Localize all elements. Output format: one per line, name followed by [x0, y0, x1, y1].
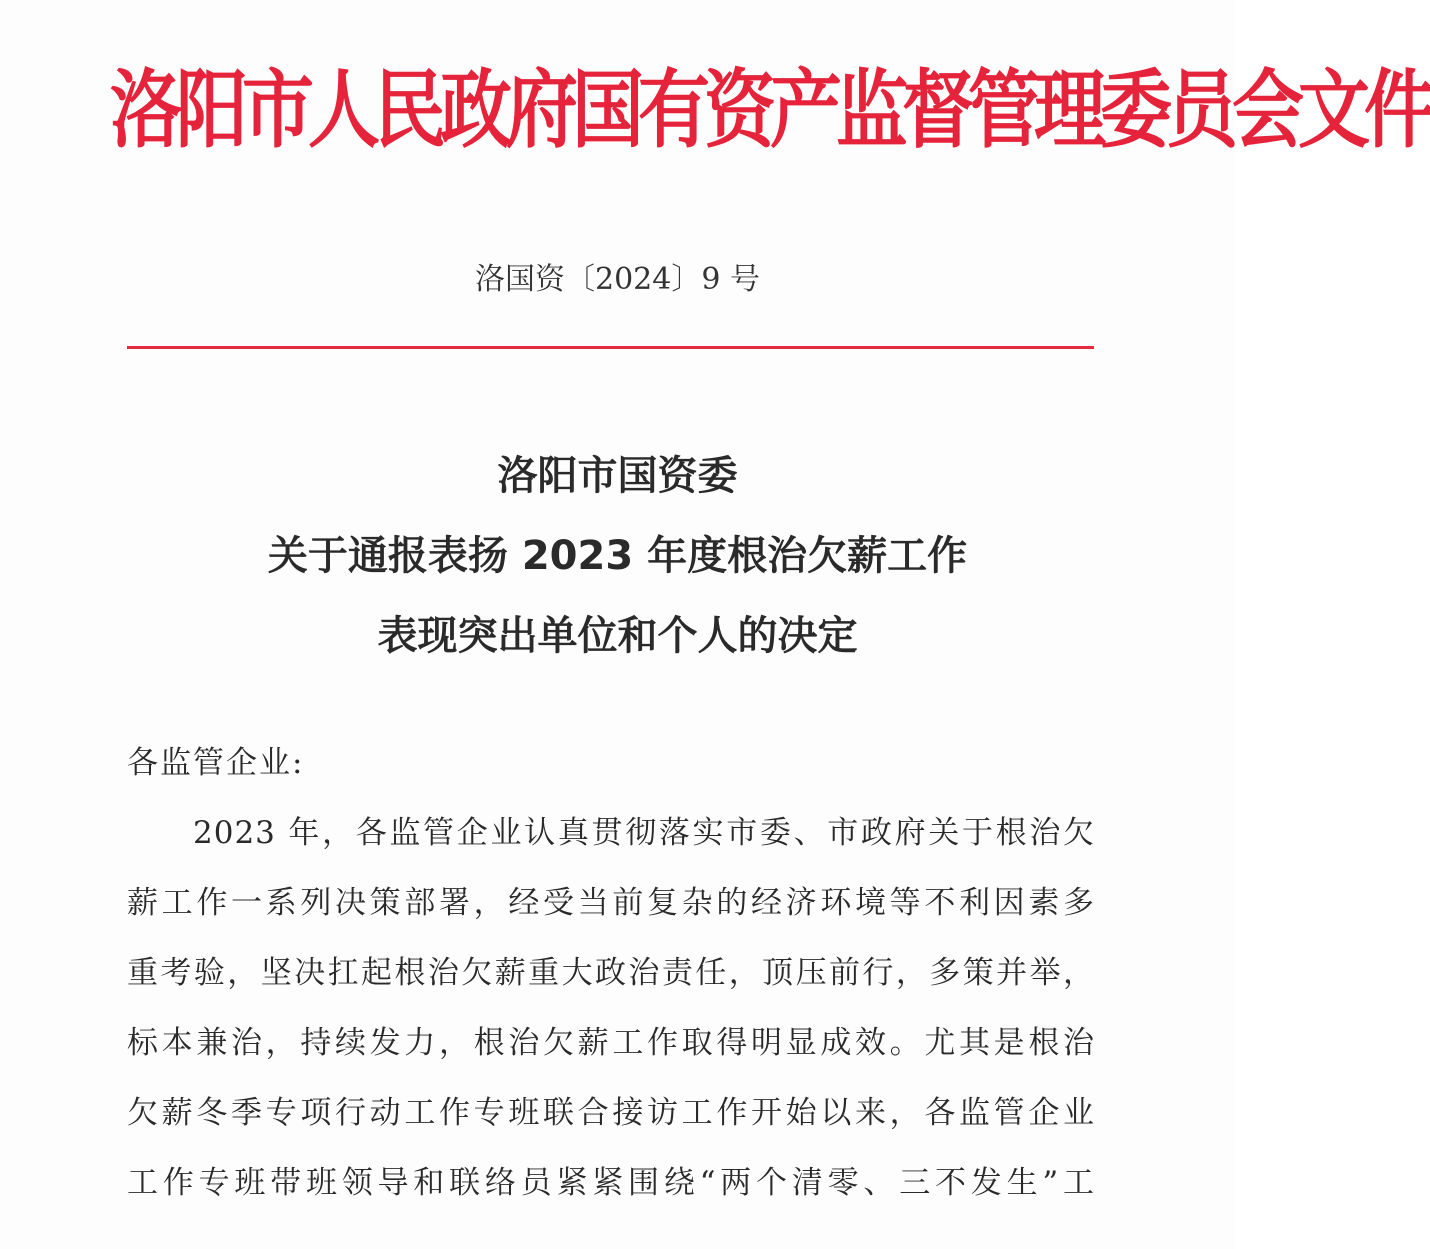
paragraph-line: 标本兼治，持续发力，根治欠薪工作取得明显成效。尤其是根治 [127, 1025, 1095, 1061]
red-divider-line [127, 346, 1094, 349]
document-body [127, 728, 1095, 1218]
paragraph-line: 薪工作一系列决策部署，经受当前复杂的经济环境等不利因素多 [127, 885, 1095, 921]
document-title [0, 436, 1235, 676]
title-line-1: 洛阳市国资委 [497, 453, 738, 499]
document-number: 洛国资〔2024〕9 号 [475, 262, 760, 297]
paragraph-line: 重考验，坚决扛起根治欠薪重大政治责任，顶压前行，多策并举， [127, 955, 1095, 991]
title-line-3: 表现突出单位和个人的决定 [377, 613, 858, 659]
paragraph-line: 工作专班带班领导和联络员紧紧围绕“两个清零、三不发生”工 [127, 1165, 1095, 1201]
paragraph-line: 欠薪冬季专项行动工作专班联合接访工作开始以来，各监管企业 [127, 1095, 1095, 1131]
body-paragraph [127, 798, 1095, 1218]
document-masthead: 洛阳市人民政府国有资产监督管理委员会文件 [110, 60, 1430, 160]
title-line-2: 关于通报表扬 2023 年度根治欠薪工作 [267, 533, 968, 579]
paragraph-line: 2023 年，各监管企业认真贯彻落实市委、市政府关于根治欠 [193, 815, 1095, 851]
salutation: 各监管企业: [127, 745, 305, 781]
